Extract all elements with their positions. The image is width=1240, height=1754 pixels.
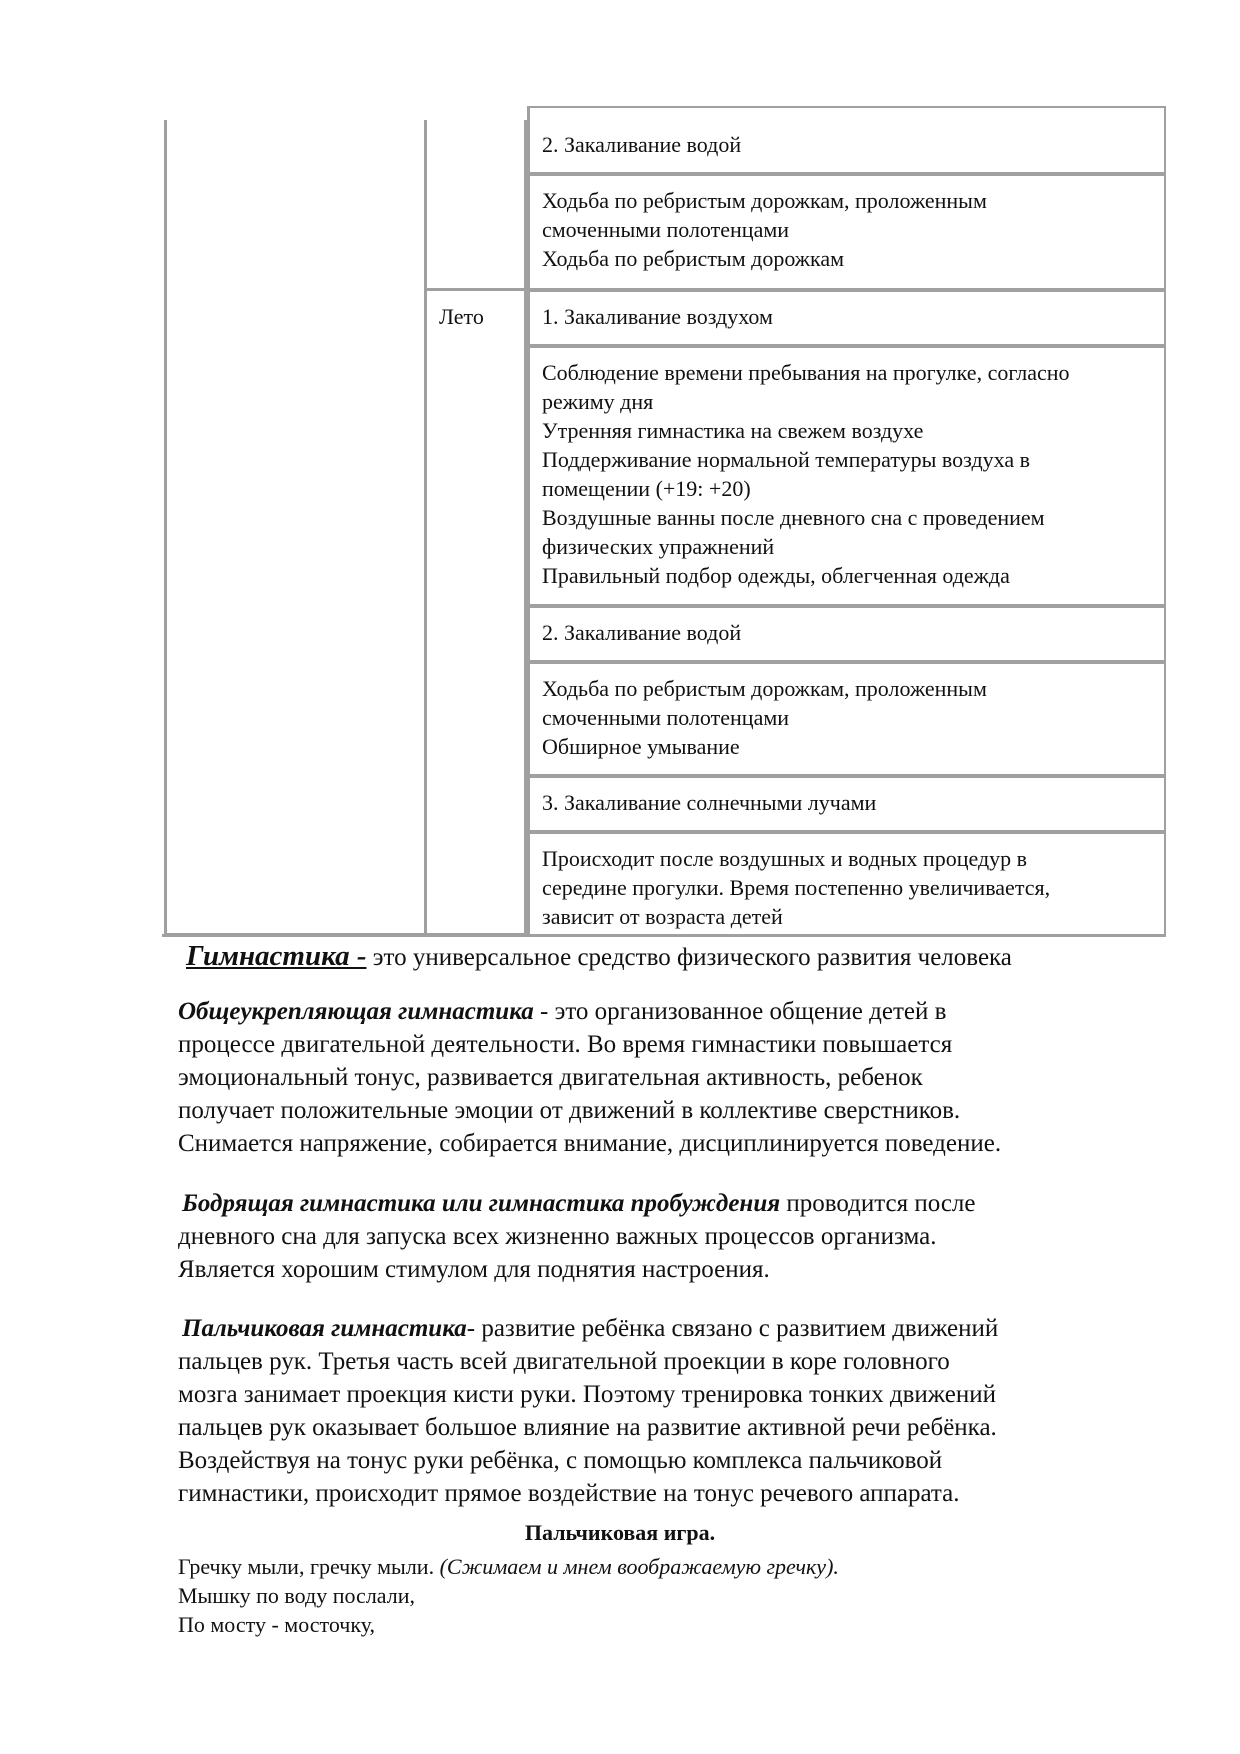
paragraph-line: пальцев рук оказывает большое влияние на развитие активной речи ребёнка.	[178, 1414, 997, 1441]
detail-line: смоченными полотенцами	[542, 217, 790, 242]
row-details	[530, 348, 1164, 590]
table-row	[527, 290, 1166, 346]
paragraph-line: Снимается напряжение, собирается внимание, дисциплинируется поведение.	[178, 1130, 1002, 1157]
paragraph-line: дневного сна для запуска всех жизненно важных процессов организма.	[178, 1223, 937, 1250]
detail-line: смоченными полотенцами	[542, 705, 790, 730]
detail-line: Поддерживание нормальной температуры воздуха в	[542, 447, 1031, 472]
row-heading: 3. Закаливание солнечными лучами	[542, 790, 877, 815]
table-row	[527, 832, 1166, 936]
gymnastics-text: это универсальное средство физического развития человека	[366, 944, 1012, 971]
finger-game-title: Пальчиковая игра.	[524, 1520, 716, 1545]
table-row	[527, 346, 1166, 606]
season-cell-summer	[427, 290, 527, 936]
paragraph-line: эмоциональный тонус, развивается двигательная активность, ребенок	[178, 1064, 923, 1091]
paragraph-line: пальцев рук. Третья часть всей двигательной проекции в коре головного	[178, 1348, 950, 1375]
detail-line: Ходьба по ребристым дорожкам, проложенным	[542, 188, 987, 213]
detail-line: физических упражнений	[542, 534, 775, 559]
paragraph-term: Общеукрепляющая гимнастика	[178, 998, 534, 1025]
finger-game-poem	[178, 1552, 839, 1639]
poem-line: Гречку мыли, гречку мыли.	[178, 1554, 440, 1579]
detail-line: Утренняя гимнастика на свежем воздухе	[542, 418, 924, 443]
hardening-table	[164, 120, 1166, 936]
paragraph-lines	[178, 1345, 1172, 1510]
table-row	[527, 776, 1166, 832]
season-label-summer: Лето	[439, 304, 484, 329]
paragraph-line: - это организованное общение детей в	[533, 998, 947, 1025]
table-row	[527, 662, 1166, 776]
gymnastics-definition	[186, 940, 1012, 973]
row-details	[530, 834, 1164, 931]
paragraph-general-gymnastics	[178, 995, 1168, 1160]
gymnastics-term: Гимнастика -	[186, 940, 367, 972]
table-column-period	[167, 120, 427, 933]
row-details	[530, 176, 1164, 273]
table-bottom-border	[162, 934, 1166, 937]
paragraph-line: проводится после	[780, 1190, 976, 1217]
season-divider	[424, 288, 530, 291]
paragraph-line: Воздействуя на тонус руки ребёнка, с помощью комплекса пальчиковой	[178, 1447, 943, 1474]
paragraph-finger-gymnastics	[178, 1312, 1172, 1510]
poem-note: (Сжимаем и мнем воображаемую гречку).	[439, 1554, 839, 1579]
paragraph-line: - развитие ребёнка связано с развитием движений	[466, 1315, 999, 1342]
paragraph-line: Является хорошим стимулом для поднятия настроения.	[178, 1256, 770, 1283]
season-cell-spring	[427, 120, 527, 290]
detail-line: Ходьба по ребристым дорожкам	[542, 246, 845, 271]
row-heading: 2. Закаливание водой	[542, 132, 742, 157]
table-row	[527, 174, 1166, 290]
paragraph-line: мозга занимает проекция кисти руки. Поэтому тренировка тонких движений	[178, 1381, 996, 1408]
detail-line: Происходит после воздушных и водных процедур в	[542, 846, 1028, 871]
detail-line: режиму дня	[542, 389, 654, 414]
row-details	[530, 664, 1164, 761]
poem-line: По мосту - мосточку,	[178, 1612, 376, 1637]
row-heading: 1. Закаливание воздухом	[542, 304, 773, 329]
paragraph-term: Бодрящая гимнастика или гимнастика пробуждения	[182, 1190, 781, 1217]
paragraph-wakeup-gymnastics	[178, 1187, 1172, 1286]
detail-line: Обширное умывание	[542, 734, 740, 759]
detail-line: зависит от возраста детей	[542, 904, 783, 929]
poem-line: Мышку по воду послали,	[178, 1583, 416, 1608]
detail-line: Правильный подбор одежды, облегченная одежда	[542, 563, 1010, 588]
detail-line: помещении (+19: +20)	[542, 476, 751, 501]
table-column-season	[427, 120, 527, 933]
paragraph-line: гимнастики, происходит прямое воздействие на тонус речевого аппарата.	[178, 1480, 960, 1507]
row-heading: 2. Закаливание водой	[542, 620, 742, 645]
detail-line: середине прогулки. Время постепенно увеличивается,	[542, 875, 1051, 900]
detail-line: Соблюдение времени пребывания на прогулке, согласно	[542, 360, 1070, 385]
table-row	[527, 606, 1166, 662]
detail-line: Ходьба по ребристым дорожкам, проложенным	[542, 676, 987, 701]
detail-line: Воздушные ванны после дневного сна с проведением	[542, 505, 1045, 530]
paragraph-term: Пальчиковая гимнастика	[182, 1315, 467, 1342]
paragraph-line: получает положительные эмоции от движений в коллективе сверстников.	[178, 1097, 961, 1124]
paragraph-line: процессе двигательной деятельности. Во время гимнастики повышается	[178, 1031, 953, 1058]
table-row	[527, 106, 1166, 174]
